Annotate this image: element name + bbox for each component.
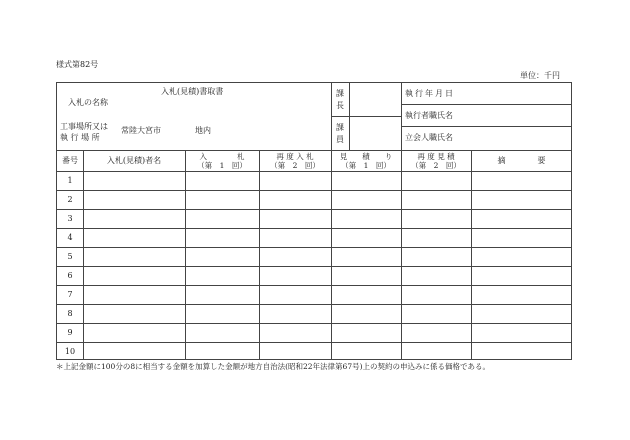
row-divider bbox=[57, 171, 572, 172]
witness-label: 立会人職氏名 bbox=[405, 133, 453, 142]
executor-label: 執行者職氏名 bbox=[405, 111, 453, 120]
row-number: 8 bbox=[67, 309, 73, 318]
divider bbox=[401, 104, 572, 105]
col-divider bbox=[83, 150, 84, 360]
location-label-1: 工事場所又は bbox=[60, 122, 108, 131]
col-divider bbox=[401, 150, 402, 360]
col-header-est2-bottom: （第 2 回） bbox=[411, 161, 461, 170]
footnote: ＊上記金額に100分の8に相当する金額を加算した金額が地方自治法(昭和22年法律第67号)上の契約の申込みに係る価格である。 bbox=[56, 362, 491, 371]
col-header-bid2-bottom: （第 2 回） bbox=[270, 161, 320, 170]
form-number: 様式第82号 bbox=[56, 60, 99, 69]
row-divider bbox=[57, 266, 572, 267]
row-divider bbox=[57, 304, 572, 305]
row-number: 7 bbox=[67, 290, 73, 299]
in-char: 員 bbox=[336, 135, 344, 144]
row-divider bbox=[57, 209, 572, 210]
row-divider bbox=[57, 342, 572, 343]
row-divider bbox=[57, 190, 572, 191]
col-header-no: 番号 bbox=[62, 156, 78, 165]
col-divider bbox=[259, 150, 260, 360]
bid-record-form bbox=[56, 82, 572, 360]
row-divider bbox=[57, 285, 572, 286]
row-number: 6 bbox=[67, 271, 73, 280]
row-number: 2 bbox=[67, 195, 73, 204]
divider bbox=[401, 126, 572, 127]
col-header-bidder: 入札(見積)者名 bbox=[106, 156, 162, 165]
row-number: 1 bbox=[67, 176, 73, 185]
col-header-bid1-top: 入 札 bbox=[199, 152, 245, 161]
exec-date-label: 執行年月日 bbox=[405, 89, 455, 98]
divider bbox=[401, 83, 402, 150]
row-number: 10 bbox=[64, 347, 76, 356]
col-header-est1-top: 見 積 り bbox=[339, 152, 393, 161]
col-divider bbox=[471, 150, 472, 360]
row-number: 3 bbox=[67, 214, 73, 223]
col-header-est1-bottom: （第 1 回） bbox=[341, 161, 391, 170]
location-label-2: 執 行 場 所 bbox=[60, 133, 100, 142]
doc-title: 入札(見積)書取書 bbox=[161, 87, 224, 96]
location-value: 常陸大宮市 bbox=[121, 126, 161, 135]
ka-char: 課 bbox=[336, 123, 344, 132]
row-number: 5 bbox=[67, 252, 73, 261]
row-number: 4 bbox=[67, 233, 73, 242]
col-header-summary: 摘 要 bbox=[497, 156, 546, 165]
row-number: 9 bbox=[67, 328, 73, 337]
col-divider bbox=[185, 150, 186, 360]
location-suffix: 地内 bbox=[195, 126, 211, 135]
col-divider bbox=[331, 150, 332, 360]
col-header-bid2-top: 再 度 入 札 bbox=[276, 152, 314, 161]
row-divider bbox=[57, 247, 572, 248]
unit-label: 単位：千円 bbox=[520, 71, 560, 80]
divider bbox=[331, 116, 401, 117]
row-divider bbox=[57, 228, 572, 229]
col-header-bid1-bottom: （第 1 回） bbox=[197, 161, 247, 170]
row-divider bbox=[57, 323, 572, 324]
cho-char: 長 bbox=[336, 101, 344, 110]
bid-name-label: 入札の名称 bbox=[68, 98, 108, 107]
ka-char: 課 bbox=[336, 89, 344, 98]
col-header-est2-top: 再 度 見 積 bbox=[417, 152, 455, 161]
divider bbox=[57, 150, 572, 151]
